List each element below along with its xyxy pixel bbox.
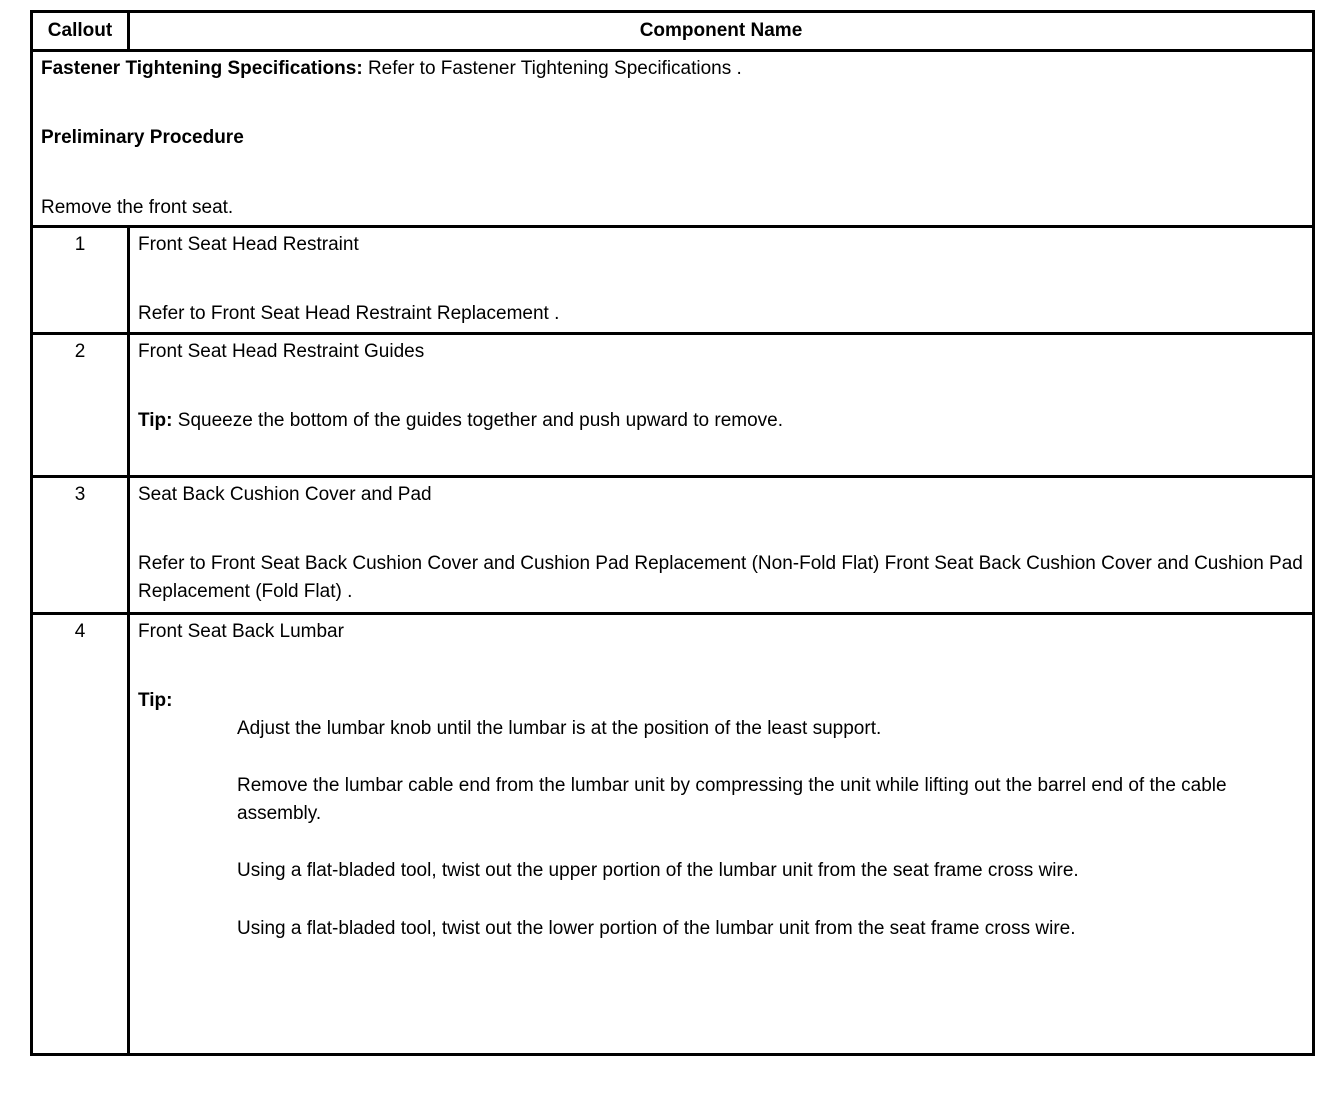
callout-number: 1 bbox=[32, 226, 129, 333]
component-name-column-header: Component Name bbox=[129, 12, 1314, 51]
tip-item: Using a flat-bladed tool, twist out the lower portion of the lumbar unit from the seat frame cross wire. bbox=[237, 917, 1076, 939]
preliminary-procedure-heading: Preliminary Procedure bbox=[41, 127, 244, 149]
callout-number: 3 bbox=[32, 476, 129, 613]
component-title: Front Seat Back Lumbar bbox=[138, 620, 344, 642]
component-cell bbox=[129, 476, 1314, 613]
tip-label: Tip: bbox=[138, 410, 173, 432]
component-table bbox=[30, 10, 1315, 1056]
table-row bbox=[32, 226, 1314, 333]
tip-item: Remove the lumbar cable end from the lumbar unit by compressing the unit while lifting out the barrel end of the cable assembly. bbox=[237, 775, 1227, 824]
fastener-specs-text: Refer to Fastener Tightening Specifications . bbox=[367, 57, 742, 79]
table-row bbox=[32, 476, 1314, 613]
component-title: Seat Back Cushion Cover and Pad bbox=[138, 483, 432, 505]
component-title: Front Seat Head Restraint bbox=[138, 233, 359, 255]
table-row bbox=[32, 333, 1314, 476]
component-reference: Refer to Front Seat Head Restraint Replacement . bbox=[138, 303, 560, 325]
fastener-specs-label: Fastener Tightening Specifications: bbox=[41, 57, 363, 79]
table-row bbox=[32, 613, 1314, 1054]
component-tip bbox=[138, 407, 1304, 435]
fastener-specs-paragraph bbox=[41, 55, 1304, 83]
component-cell bbox=[129, 333, 1314, 476]
tip-item: Adjust the lumbar knob until the lumbar is at the position of the least support. bbox=[237, 717, 882, 739]
component-cell bbox=[129, 226, 1314, 333]
preamble-row bbox=[32, 50, 1314, 226]
callout-number: 2 bbox=[32, 333, 129, 476]
tip-items-list bbox=[237, 715, 1304, 943]
preamble-cell bbox=[32, 50, 1314, 226]
tip-text: Squeeze the bottom of the guides together and push upward to remove. bbox=[177, 410, 784, 432]
tip-item: Using a flat-bladed tool, twist out the upper portion of the lumbar unit from the seat frame cross wire. bbox=[237, 860, 1079, 882]
callout-column-header: Callout bbox=[32, 12, 129, 51]
component-cell bbox=[129, 613, 1314, 1054]
component-reference: Refer to Front Seat Back Cushion Cover and Cushion Pad Replacement (Non-Fold Flat) Front Seat Back Cushion Cover and Cushion Pad Replacement (Fold Flat) . bbox=[138, 553, 1303, 602]
preliminary-procedure-text: Remove the front seat. bbox=[41, 196, 234, 218]
tip-label: Tip: bbox=[138, 690, 173, 712]
callout-number: 4 bbox=[32, 613, 129, 1054]
component-title: Front Seat Head Restraint Guides bbox=[138, 340, 425, 362]
header-row bbox=[32, 12, 1314, 51]
